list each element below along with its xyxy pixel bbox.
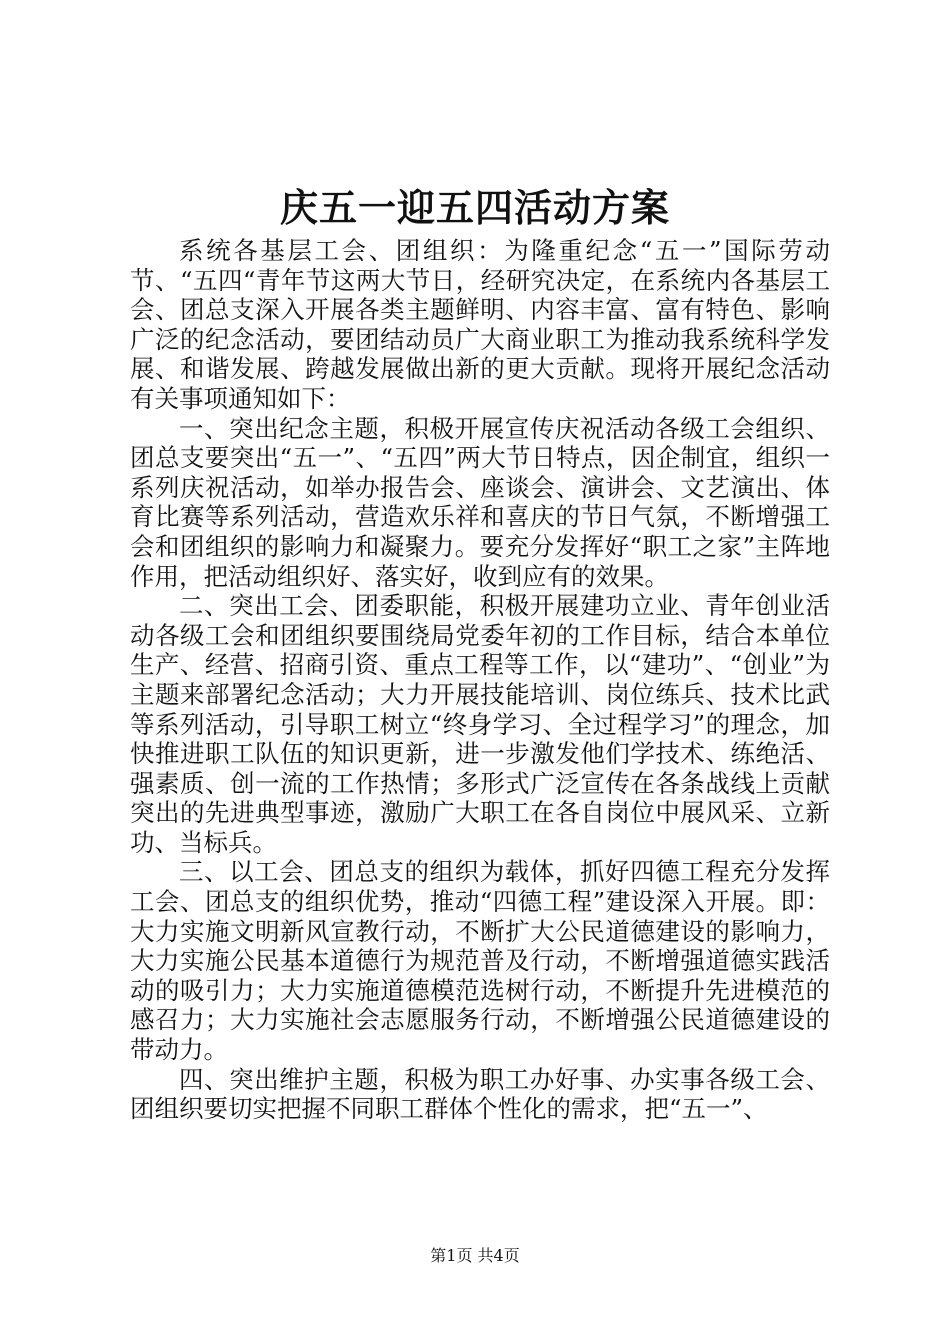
- document-title: 庆五一迎五四活动方案: [279, 185, 670, 230]
- paragraph-section-1: 一、突出纪念主题，积极开展宣传庆祝活动各级工会组织、团总支要突出“五一”、“五四”两大节日特点，因企制宜，组织一系列庆祝活动，如举办报告会、座谈会、演讲会、文艺演出、体育比赛等系列活动，营造欢乐祥和喜庆的节日气氛，不断增强工会和团组织的影响力和凝聚力。要充分发挥好“职工之家”主阵地作用，把活动组织好、落实好，收到应有的效果。: [130, 413, 830, 591]
- paragraph-section-4: 四、突出维护主题，积极为职工办好事、办实事各级工会、团组织要切实把握不同职工群体个性化的需求，把“五一”、: [130, 1064, 830, 1124]
- paragraph-section-2: 二、突出工会、团委职能，积极开展建功立业、青年创业活动各级工会和团组织要围绕局党委年初的工作目标，结合本单位生产、经营、招商引资、重点工程等工作，以“建功”、“创业”为主题来部署纪念活动；大力开展技能培训、岗位练兵、技术比武等系列活动，引导职工树立“终身学习、全过程学习”的理念，加快推进职工队伍的知识更新，进一步激发他们学技术、练绝活、强素质、创一流的工作热情；多形式广泛宣传在各条战线上贡献突出的先进典型事迹，激励广大职工在各自岗位中展风采、立新功、当标兵。: [130, 591, 830, 857]
- paragraph-section-3: 三、以工会、团总支的组织为载体，抓好四德工程充分发挥工会、团总支的组织优势，推动“四德工程”建设深入开展。即：大力实施文明新风宣教行动，不断扩大公民道德建设的影响力，大力实施公民基本道德行为规范普及行动，不断增强道德实践活动的吸引力；大力实施道德模范选树行动，不断提升先进模范的感召力；大力实施社会志愿服务行动，不断增强公民道德建设的带动力。: [130, 857, 830, 1065]
- paragraph-intro: 系统各基层工会、团组织：为隆重纪念“五一”国际劳动节、“五四“青年节这两大节日，经研究决定，在系统内各基层工会、团总支深入开展各类主题鲜明、内容丰富、富有特色、影响广泛的纪念活动，要团结动员广大商业职工为推动我系统科学发展、和谐发展、跨越发展做出新的更大贡献。现将开展纪念活动有关事项通知如下：: [130, 236, 830, 413]
- document-body: [130, 236, 830, 1124]
- page-number-footer: 第1页 共4页: [430, 1246, 520, 1265]
